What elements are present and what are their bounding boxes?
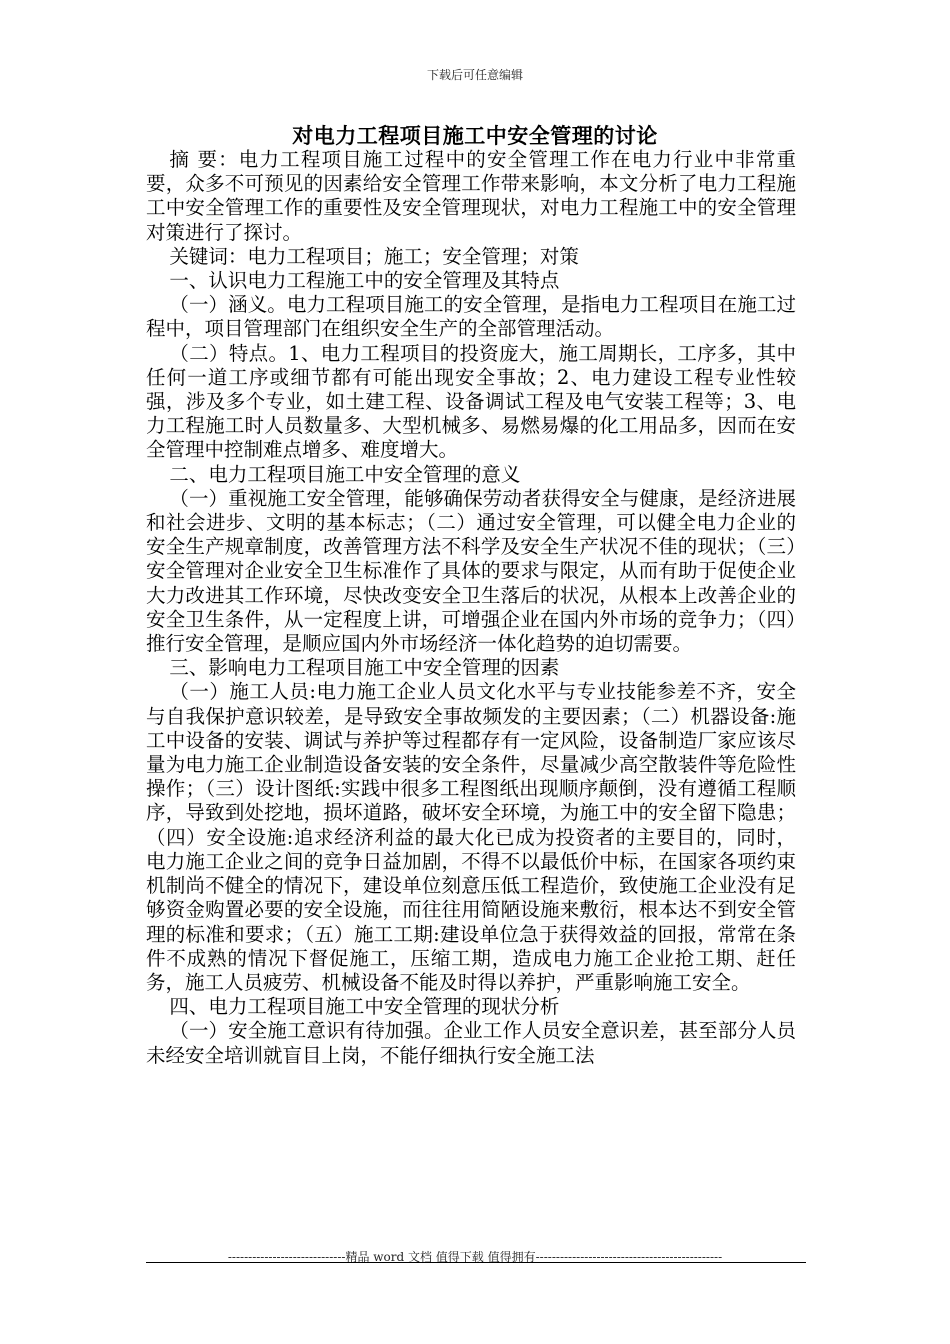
document-title: 对电力工程项目施工中安全管理的讨论: [292, 123, 658, 148]
document-body: [146, 148, 796, 1068]
section-heading-2: 二、电力工程项目施工中安全管理的意义: [169, 462, 521, 486]
keywords-paragraph: 关键词：电力工程项目；施工；安全管理；对策: [169, 244, 579, 268]
body-paragraph: （一）重视施工安全管理，能够确保劳动者获得安全与健康，是经济进展和社会进步、文明的基本标志；（二）通过安全管理，可以健全电力企业的安全生产规章制度，改善管理方法不科学及安全生产状况不佳的现状；（三）安全管理对企业安全卫生标准作了具体的要求与限定，从而有助于促使企业大力改进其工作环境，尽快改变安全卫生落后的状况，从根本上改善企业的安全卫生条件，从一定程度上讲，可增强企业在国内外市场的竞争力；（四）推行安全管理，是顺应国内外市场经济一体化趋势的迫切需要。: [146, 486, 796, 656]
page-header-note: 下载后可任意编辑: [426, 68, 523, 82]
body-paragraph: （一）安全施工意识有待加强。企业工作人员安全意识差，甚至部分人员未经安全培训就盲目上岗，不能仔细执行安全施工法: [146, 1019, 796, 1067]
section-heading-3: 三、影响电力工程项目施工中安全管理的因素: [169, 656, 560, 680]
page-footer-note: -----------------------------精品 word 文档 值得下载 值得拥有----------------------------------------------: [227, 1250, 723, 1264]
section-heading-1: 一、认识电力工程施工中的安全管理及其特点: [169, 269, 560, 293]
body-paragraph: （一）施工人员:电力施工企业人员文化水平与专业技能参差不齐，安全与自我保护意识较差，是导致安全事故频发的主要因素；（二）机器设备:施工中设备的安装、调试与养护等过程都存有一定风险，设备制造厂家应该尽量为电力施工企业制造设备安装的安全条件，尽量减少高空散装件等危险性操作；（三）设计图纸:实践中很多工程图纸出现顺序颠倒，没有遵循工程顺序，导致到处挖地，损坏道路，破坏安全环境，为施工中的安全留下隐患；（四）安全设施:追求经济利益的最大化已成为投资者的主要目的，同时，电力施工企业之间的竞争日益加剧，不得不以最低价中标，在国家各项约束机制尚不健全的情况下，建设单位刻意压低工程造价，致使施工企业没有足够资金购置必要的安全设施，而往往用简陋设施来敷衍，根本达不到安全管理的标准和要求；（五）施工工期:建设单位急于获得效益的回报，常常在条件不成熟的情况下督促施工，压缩工期，造成电力施工企业抢工期、赶任务，施工人员疲劳、机械设备不能及时得以养护，严重影响施工安全。: [146, 680, 796, 994]
section-heading-4: 四、电力工程项目施工中安全管理的现状分析: [169, 995, 560, 1019]
abstract-paragraph: 摘 要：电力工程项目施工过程中的安全管理工作在电力行业中非常重要，众多不可预见的因素给安全管理工作带来影响，本文分析了电力工程施工中安全管理工作的重要性及安全管理现状，对电力工程施工中的安全管理对策进行了探讨。: [146, 148, 796, 244]
body-paragraph: （二）特点。1、电力工程项目的投资庞大，施工周期长，工序多，其中任何一道工序或细节都有可能出现安全事故；2、电力建设工程专业性较强，涉及多个专业，如土建工程、设备调试工程及电气安装工程等；3、电力工程施工时人员数量多、大型机械多、易燃易爆的化工用品多，因而在安全管理中控制难点增多、难度增大。: [146, 341, 796, 462]
footer-divider: [146, 1262, 806, 1263]
body-paragraph: （一）涵义。电力工程项目施工的安全管理，是指电力工程项目在施工过程中，项目管理部门在组织安全生产的全部管理活动。: [146, 293, 796, 341]
